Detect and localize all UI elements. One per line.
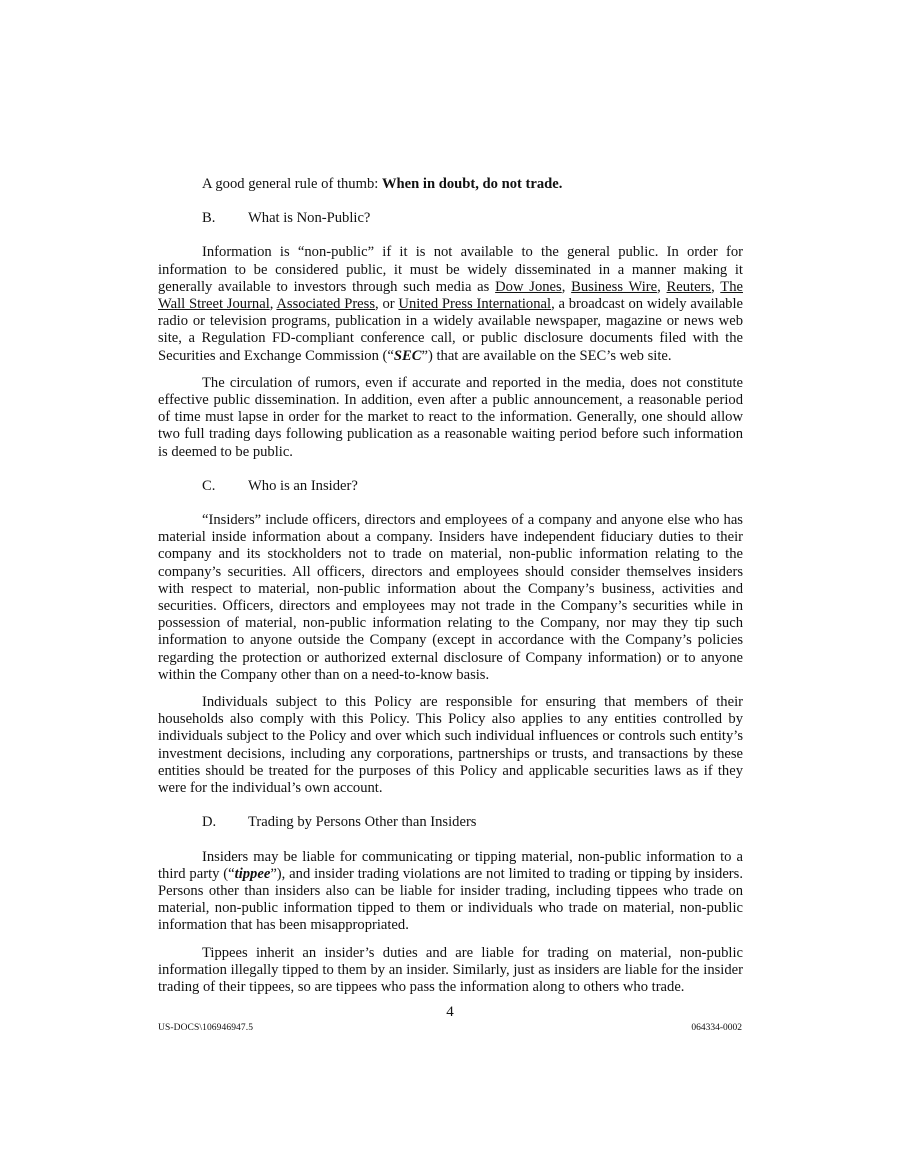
section-c-paragraph-2: Individuals subject to this Policy are responsible for ensuring that members of their households also comply with this Policy. This Policy also applies to any entities controlled by individuals subject to the Policy and over which such individual influences or controls such entity’s investment decisions, including any corporations, partnerships or trusts, and transactions by these entities should be treated for the purposes of this Policy and applicable securities laws as if they were for the individual’s own account. [158,694,743,797]
media-link-upi: United Press International [398,296,552,313]
page-body [158,176,743,1006]
section-d-paragraph-1: Insiders may be liable for communicating or tipping material, non-public information to a third party (“tippee”), and insider trading violations are not limited to trading or tipping by insiders. Persons other than insiders also can be liable for insider trading, including tippees who trade on material, non-public information tipped to them or individuals who trade on material, non-public information that has been misappropriated. [158,848,743,934]
defined-term-sec: SEC [393,347,422,364]
section-c-paragraph-1: “Insiders” include officers, directors and employees of a company and anyone else who has material inside information about a company. Insiders have independent fiduciary duties to their company and its stockholders not to trade on material, non-public information relating to the company’s securities. All officers, directors and employees should consider themselves insiders with respect to material, non-public information about the Company’s business, activities and securities. Officers, directors and employees may not trade in the Company’s securities while in possession of material, non-public information relating to the Company, nor may they tip such information to anyone outside the Company (except in accordance with the Company’s policies regarding the protection or authorized external disclosure of Company information) or to anyone within the Company other than on a need-to-know basis. [158,512,743,683]
media-link-reuters: Reuters [666,278,712,295]
media-link-dow-jones: Dow Jones [495,278,562,295]
section-b-heading: B. What is Non-Public? [202,210,371,227]
section-b-paragraph-2: The circulation of rumors, even if accurate and reported in the media, does not constitute effective public dissemination. In addition, even after a public announcement, a reasonable period of time must lapse in order for the market to react to the information. Generally, one should allow two full trading days following publication as a reasonable waiting period before such information is deemed to be public. [158,374,743,460]
section-c-heading: C. Who is an Insider? [202,477,358,494]
media-link-business-wire: Business Wire [571,278,658,295]
section-d-heading: D. Trading by Persons Other than Insiders [202,814,477,831]
rule-of-thumb-emphasis: When in doubt, do not trade. [381,176,563,192]
defined-term-tippee: tippee [234,865,271,882]
rule-of-thumb: A good general rule of thumb: When in doubt, do not trade. [202,176,563,192]
media-link-wsj: The Wall Street Journal [158,278,743,313]
matter-number: 064334-0002 [691,1023,742,1033]
document-id: US-DOCS\106946947.5 [158,1023,254,1033]
section-b-paragraph-1: Information is “non-public” if it is not available to the general public. In order for information to be considered public, it must be widely disseminated in a manner making it generally available to investors through such media as Dow Jones, Business Wire, Reuters, The Wall Street Journal, Associated Press, or United Press International, a broadcast on widely available radio or television programs, publication in a widely available newspaper, magazine or news web site, a Regulation FD-compliant conference call, or public disclosure documents filed with the Securities and Exchange Commission (“SEC”) that are available on the SEC’s web site. [158,244,743,364]
page-number: 4 [446,1004,454,1020]
section-d-paragraph-2: Tippees inherit an insider’s duties and are liable for trading on material, non-public information illegally tipped to them by an insider. Similarly, just as insiders are liable for the insider trading of their tippees, so are tippees who pass the information along to others who trade. [158,944,743,995]
media-link-ap: Associated Press [276,296,376,313]
